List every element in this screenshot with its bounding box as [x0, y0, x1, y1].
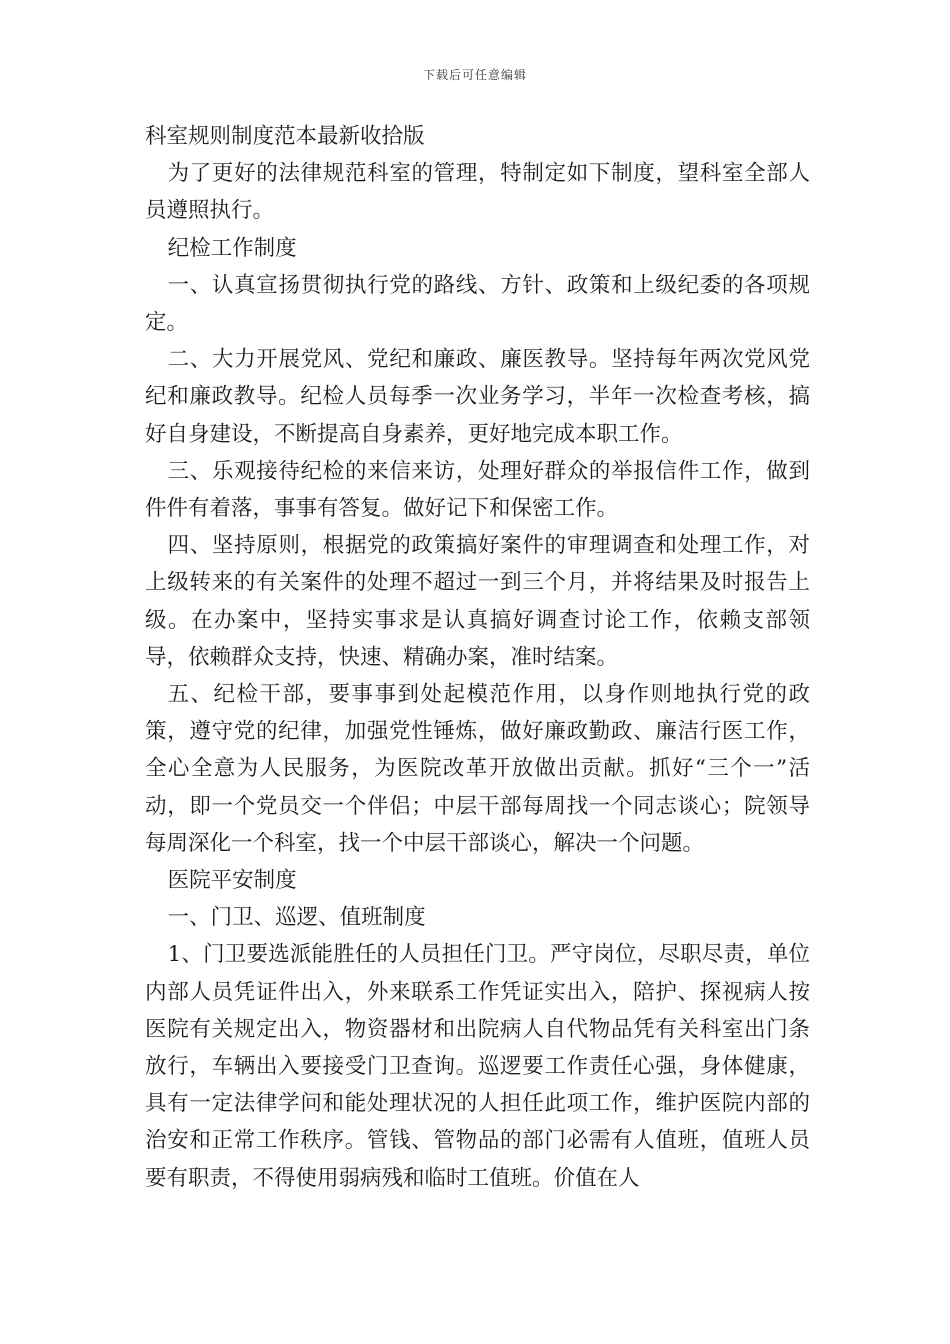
paragraph-item-5: 五、纪检干部，要事事到处起模范作用，以身作则地执行党的政策，遵守党的纪律，加强党性锤炼，做好廉政勤政、廉洁行医工作，全心全意为人民服务，为医院改革开放做出贡献。抓好“三个一”活动，即一个党员交一个伴侣；中层干部每周找一个同志谈心；院领导每周深化一个科室，找一个中层干部谈心，解决一个问题。 [145, 682, 810, 856]
subsection-heading-guard: 一、门卫、巡逻、值班制度 [167, 905, 426, 931]
intro-paragraph: 为了更好的法律规范科室的管理，特制定如下制度，望科室全部人员遵照执行。 [145, 161, 810, 224]
document-title: 科室规则制度范本最新收拾版 [145, 124, 425, 149]
paragraph-item-1: 一、认真宣扬贯彻执行党的路线、方针、政策和上级纪委的各项规定。 [145, 272, 810, 336]
paragraph-item-3: 三、乐观接待纪检的来信来访，处理好群众的举报信件工作，做到件件有着落，事事有答复。做好记下和保密工作。 [145, 458, 810, 522]
section-heading-discipline: 纪检工作制度 [167, 235, 297, 261]
header-note: 下载后可任意编辑 [422, 68, 527, 82]
paragraph-item-4: 四、坚持原则，根据党的政策搞好案件的审理调查和处理工作，对上级转来的有关案件的处理不超过一到三个月，并将结果及时报告上级。在办案中，坚持实事求是认真搞好调查讨论工作，依赖支部领导，依赖群众支持，快速、精确办案，准时结案。 [145, 533, 810, 670]
paragraph-guard-1: 1、门卫要选派能胜任的人员担任门卫。严守岗位，尽职尽责，单位内部人员凭证件出入，外来联系工作凭证实出入，陪护、探视病人按医院有关规定出入，物资器材和出院病人自代物品凭有关科室出门条放行，车辆出入要接受门卫查询。巡逻要工作责任心强，身体健康，具有一定法律学问和能处理状况的人担任此项工作，维护医院内部的治安和正常工作秩序。管钱、管物品的部门必需有人值班，值班人员要有职责，不得使用弱病残和临时工值班。价值在人 [145, 942, 810, 1191]
document-body [145, 118, 810, 1197]
paragraph-item-2: 二、大力开展党风、党纪和廉政、廉医教导。坚持每年两次党风党纪和廉政教导。纪检人员每季一次业务学习，半年一次检查考核，搞好自身建设，不断提高自身素养，更好地完成本职工作。 [145, 347, 810, 447]
section-heading-safety: 医院平安制度 [167, 868, 297, 894]
